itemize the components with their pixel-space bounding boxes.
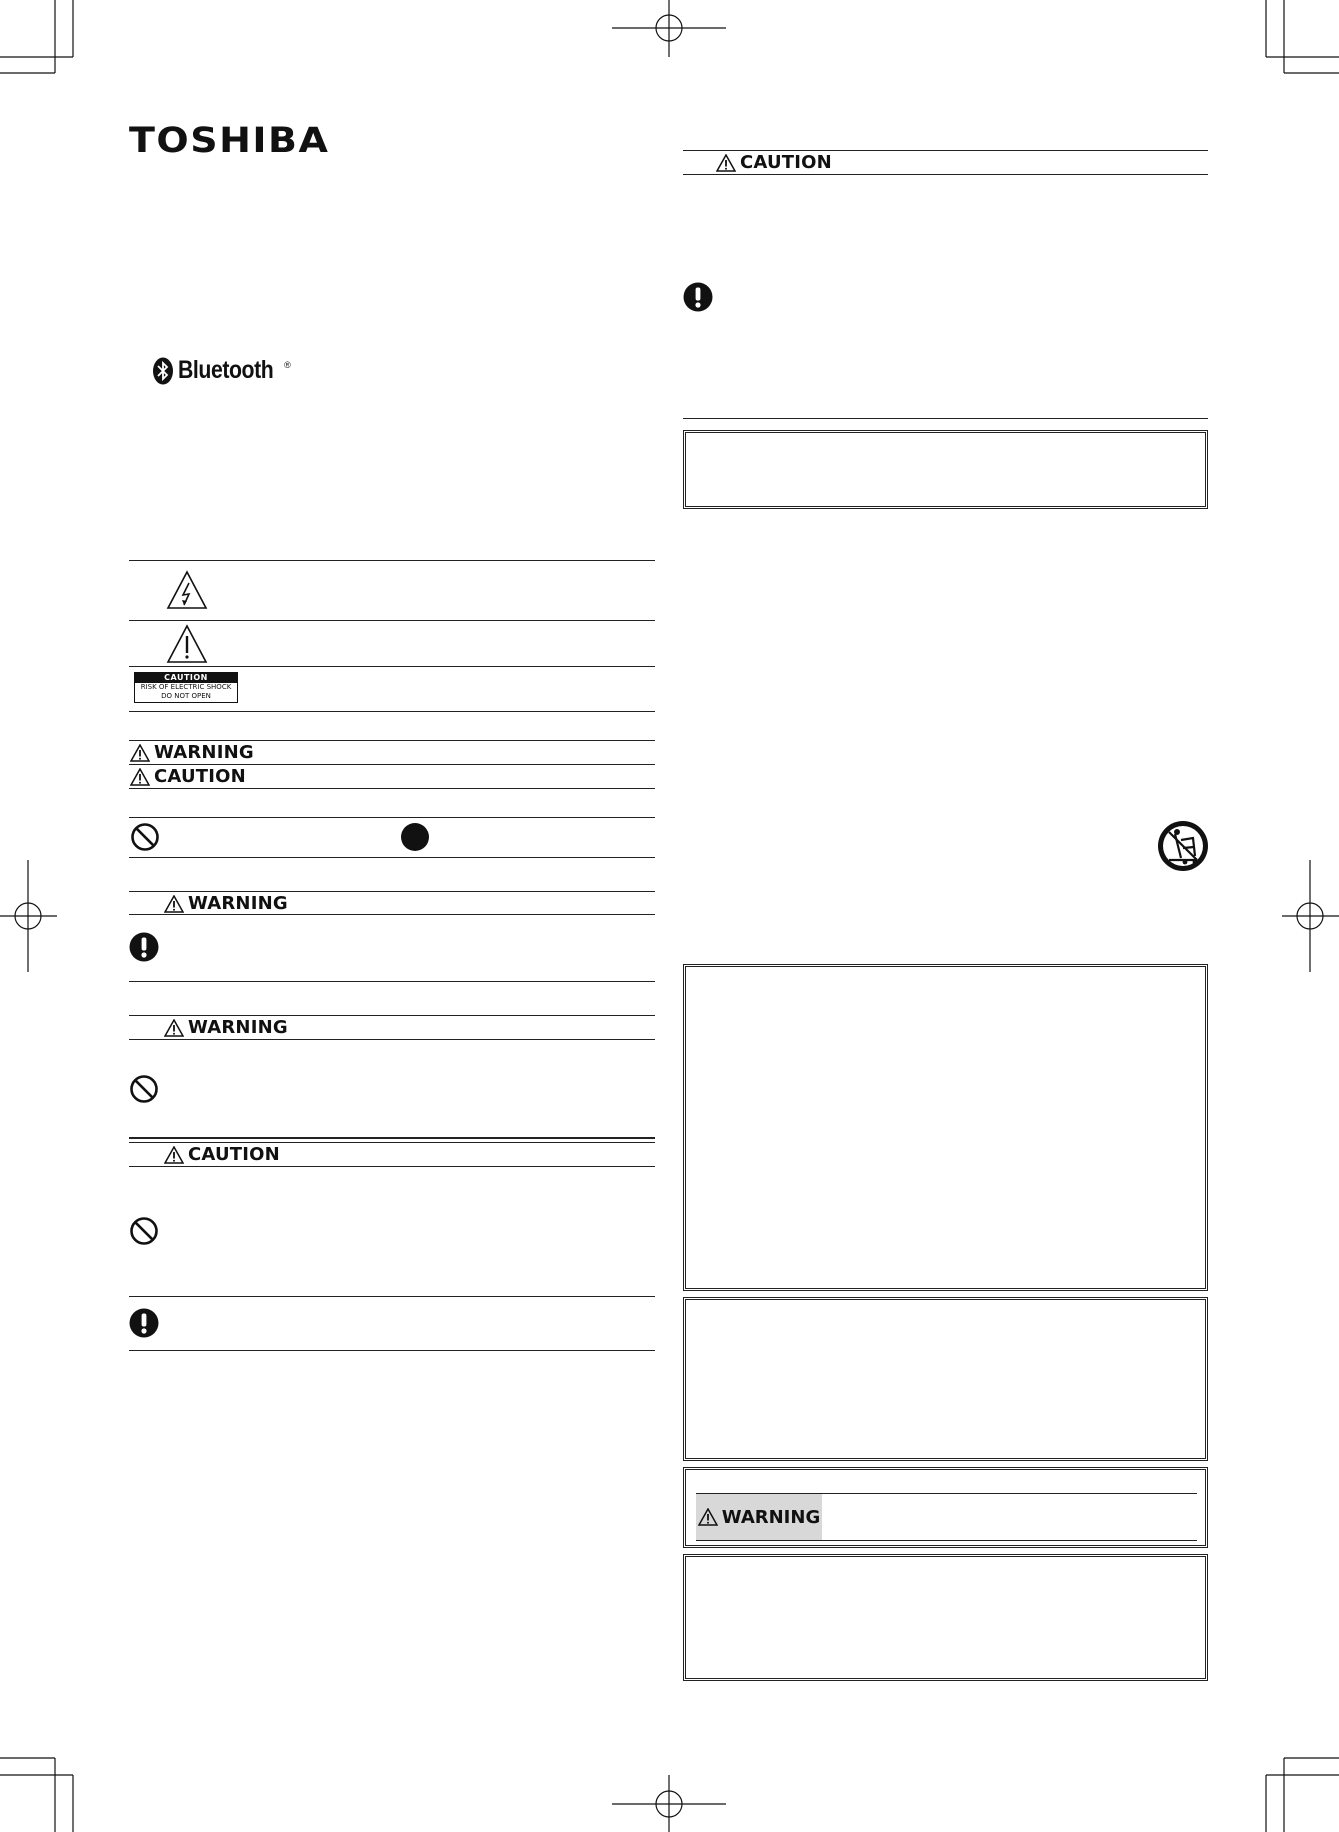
rule: [696, 1540, 1197, 1541]
filled-circle-icon: [400, 822, 430, 852]
warning-badge-text: WARNING: [721, 1506, 821, 1528]
legend-warning: [130, 743, 254, 763]
exclamation-triangle-icon: [164, 1146, 184, 1164]
exclamation-triangle-icon: [130, 744, 150, 762]
section-caution: [164, 1145, 280, 1165]
legend-caution-text: CAUTION: [154, 766, 246, 787]
warning-badge: [696, 1494, 822, 1540]
caution-plate-line2: DO NOT OPEN: [161, 692, 211, 700]
legend-warning-text: WARNING: [154, 742, 254, 763]
notice-box-4: [683, 1554, 1208, 1681]
right-caution-heading: [716, 153, 832, 173]
prohibition-icon: [130, 822, 160, 852]
section-label: WARNING: [188, 1017, 288, 1038]
registered-mark: ®: [284, 359, 291, 370]
rule: [129, 740, 655, 741]
rule: [683, 150, 1208, 151]
rule: [129, 817, 655, 818]
cart-tip-over-icon: [1157, 820, 1209, 872]
section-warning-2: [164, 1018, 288, 1038]
rule: [129, 620, 655, 621]
rule: [129, 764, 655, 765]
exclamation-triangle-icon: [698, 1508, 718, 1526]
mandatory-action-icon: [129, 1308, 159, 1338]
bluetooth-icon: [152, 357, 174, 385]
rule: [129, 1350, 655, 1351]
mandatory-action-icon: [129, 932, 159, 962]
caution-plate-title: CAUTION: [135, 673, 237, 683]
rule: [129, 788, 655, 789]
notice-box-1: [683, 430, 1208, 509]
rule: [129, 711, 655, 712]
rule: [129, 891, 655, 892]
exclamation-triangle-icon: [164, 1019, 184, 1037]
section-label: CAUTION: [188, 1144, 280, 1165]
lightning-triangle-icon: [166, 570, 208, 610]
rule: [129, 1166, 655, 1167]
rule-double: [129, 1137, 655, 1139]
rule: [129, 1015, 655, 1016]
brand-logo: TOSHIBA: [129, 119, 330, 161]
section-warning-1: [164, 894, 288, 914]
rule: [129, 857, 655, 858]
section-label: WARNING: [188, 893, 288, 914]
rule: [129, 1142, 655, 1143]
rule: [129, 981, 655, 982]
exclamation-triangle-icon: [164, 895, 184, 913]
caution-plate: [134, 672, 238, 703]
exclamation-triangle-icon: [166, 624, 208, 664]
rule: [129, 560, 655, 561]
exclamation-triangle-icon: [716, 154, 736, 172]
rule: [129, 666, 655, 667]
exclamation-triangle-icon: [130, 768, 150, 786]
rule: [683, 418, 1208, 419]
bluetooth-wordmark: Bluetooth: [178, 356, 274, 384]
notice-box-3: [683, 1297, 1208, 1461]
legend-caution: [130, 767, 246, 787]
prohibition-icon: [129, 1216, 159, 1246]
rule: [683, 174, 1208, 175]
rule: [129, 1296, 655, 1297]
rule: [129, 1039, 655, 1040]
mandatory-action-icon: [683, 282, 713, 312]
prohibition-icon: [129, 1074, 159, 1104]
rule: [129, 914, 655, 915]
bluetooth-logo: [152, 356, 291, 385]
notice-box-2: [683, 964, 1208, 1291]
caution-plate-line1: RISK OF ELECTRIC SHOCK: [140, 683, 232, 691]
right-caution-text: CAUTION: [740, 152, 832, 173]
